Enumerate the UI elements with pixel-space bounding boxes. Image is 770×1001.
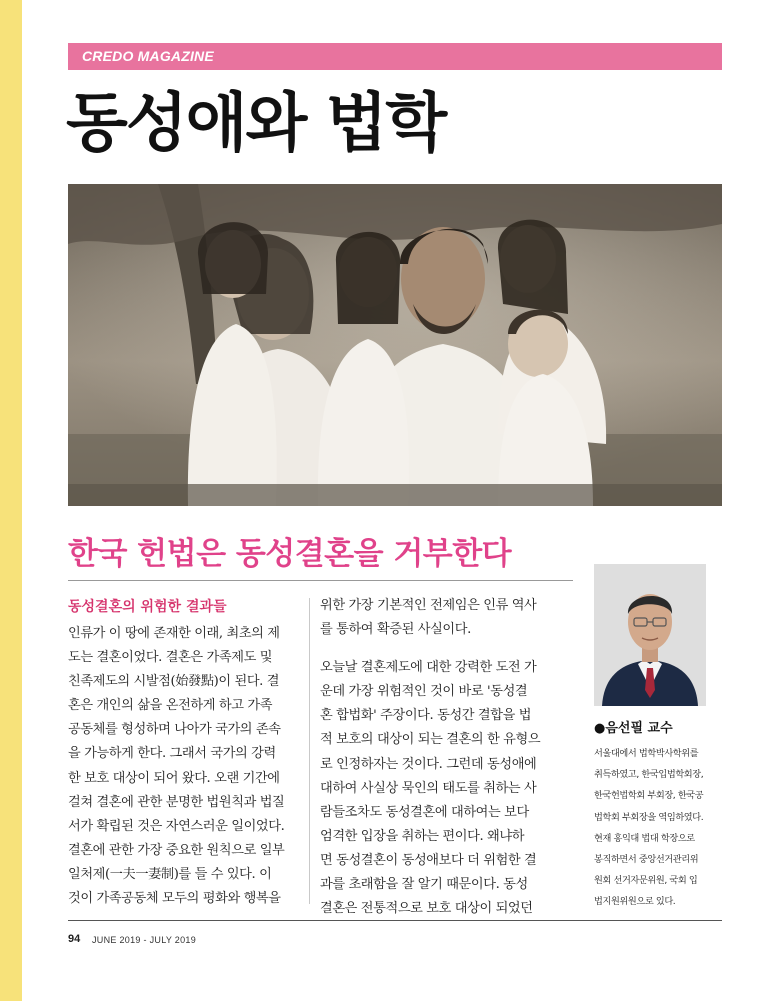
page-number: 94 <box>68 933 81 945</box>
magazine-header-band <box>68 43 722 70</box>
body-line: 친족제도의 시발점(始發點)이 된다. 결 <box>68 674 280 690</box>
side-color-bar <box>0 0 22 1001</box>
body-line: 를 통하여 확증된 사실이다. <box>320 622 471 638</box>
body-line: 오늘날 결혼제도에 대한 강력한 도전 가 <box>320 660 537 676</box>
body-line: 대하여 사실상 묵인의 태도를 취하는 사 <box>320 780 537 796</box>
bio-line: 취득하였고, 한국입법학회장, <box>594 769 704 781</box>
body-line: 람들조차도 동성결혼에 대하여는 보다 <box>320 804 529 820</box>
body-line: 엄격한 입장을 취하는 편이다. 왜냐하 <box>320 828 525 844</box>
body-line: 혼 합법화' 주장이다. 동성간 결합을 법 <box>320 708 532 724</box>
page-title: 동성애와 법학 <box>66 87 446 161</box>
bio-line: 법학회 부회장을 역임하였다. <box>594 811 704 823</box>
bio-line: 현재 홍익대 법대 학장으로 <box>594 832 695 844</box>
bio-line: 원회 선거자문위원, 국회 입 <box>594 875 698 887</box>
magazine-name: CREDO MAGAZINE <box>82 48 214 64</box>
body-line: 서가 확립된 것은 자연스러운 일이었다. <box>68 818 285 834</box>
body-line: 혼은 개인의 삶을 온전하게 하고 가족 <box>68 698 273 714</box>
body-column-2 <box>320 594 568 921</box>
article-subtitle: 한국 헌법은 동성결혼을 거부한다 <box>68 536 512 572</box>
footer-rule <box>68 920 722 921</box>
body-column-1 <box>68 622 300 911</box>
body-line: 도는 결혼이었다. 결혼은 가족제도 및 <box>68 650 273 666</box>
body-line: 면 동성결혼이 동성애보다 더 위험한 결 <box>320 852 537 868</box>
issue-date: JUNE 2019 - JULY 2019 <box>92 935 197 945</box>
body-line: 공동체를 형성하며 나아가 국가의 존속 <box>68 722 281 738</box>
body-line: 결혼에 관한 가장 중요한 원칙으로 일부 <box>68 842 285 858</box>
section-heading: 동성결혼의 위험한 결과들 <box>68 599 227 615</box>
bio-line: 봉직하면서 중앙선거관리위 <box>594 854 699 866</box>
body-line: 인류가 이 땅에 존재한 이래, 최초의 제 <box>68 626 280 641</box>
bio-line: 한국헌법학회 부회장, 한국공 <box>594 790 704 802</box>
body-line: 결혼은 전통적으로 보호 대상이 되었던 <box>320 901 533 917</box>
body-line: 로 인정하자는 것이다. 그런데 동성애에 <box>320 756 537 772</box>
author-bio <box>594 743 724 913</box>
body-line: 을 가능하게 한다. 그래서 국가의 강력 <box>68 746 276 762</box>
body-line: 적 보호의 대상이 되는 결혼의 한 유형으 <box>320 732 541 748</box>
body-line: 한 보호 대상이 되어 왔다. 오랜 기간에 <box>68 770 280 786</box>
body-line: 것이 가족공동체 모두의 평화와 행복을 <box>68 891 281 907</box>
paragraph-gap <box>320 642 568 656</box>
family-photo <box>68 184 722 506</box>
body-line: 걸쳐 결혼에 관한 분명한 법원칙과 법질 <box>68 794 285 810</box>
author-portrait <box>594 564 706 706</box>
author-name: ●음선필 교수 <box>594 721 673 736</box>
body-line: 일처제(一夫一妻制)를 들 수 있다. 이 <box>68 866 272 882</box>
bio-line: 법지원위원으로 있다. <box>594 896 676 908</box>
subtitle-rule <box>68 580 573 581</box>
body-line: 운데 가장 위험적인 것이 바로 '동성결 <box>320 684 528 700</box>
body-line: 과를 초래함을 잘 알기 때문이다. 동성 <box>320 877 528 893</box>
column-divider <box>309 598 310 904</box>
bio-line: 서울대에서 법학박사학위를 <box>594 748 699 759</box>
body-line: 위한 가장 기본적인 전제임은 인류 역사 <box>320 598 537 613</box>
